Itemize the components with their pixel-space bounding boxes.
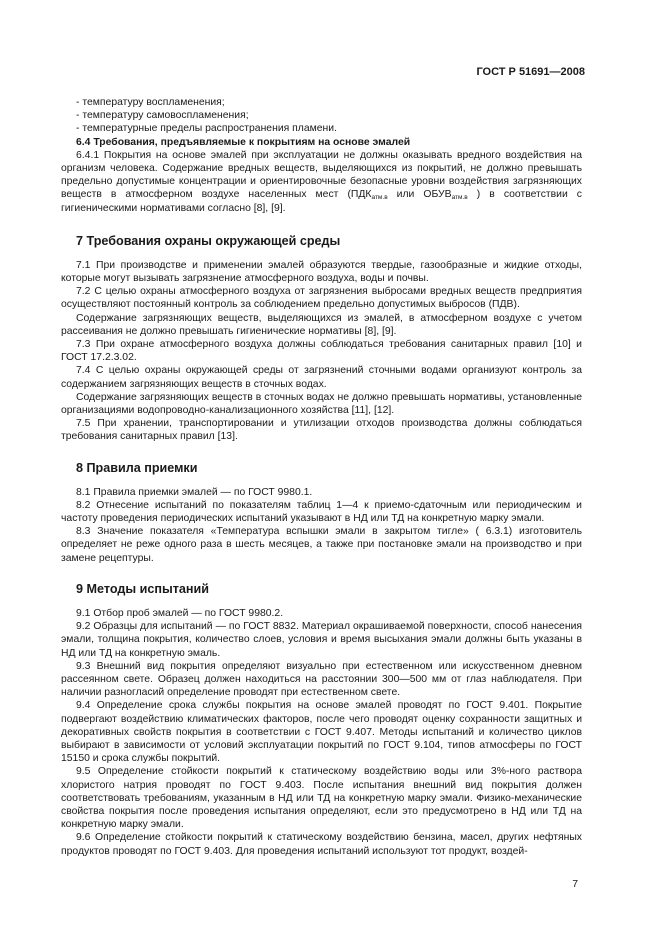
subscript: атм.в bbox=[371, 194, 388, 202]
section-title-9: 9 Методы испытаний bbox=[76, 581, 209, 596]
paragraph: 9.1 Отбор проб эмалей — по ГОСТ 9980.2. bbox=[76, 607, 284, 619]
paragraph: Содержание загрязняющих веществ, выделяющихся из эмалей, в атмосферном воздухе с учетом рассеивания не должно превышать гигиенические нормативы [8], [9]. bbox=[61, 312, 582, 337]
paragraph: 7.2 С целью охраны атмосферного воздуха от загрязнения выбросами вредных веществ предприятия осуществляют постоянный контроль за соблюдением предельно допустимых выбросов (ПДВ). bbox=[61, 286, 582, 311]
text-span: или ОБУВ bbox=[387, 189, 452, 201]
section-title-7: 7 Требования охраны окружающей среды bbox=[76, 233, 341, 248]
standard-code-header: ГОСТ Р 51691—2008 bbox=[476, 66, 585, 78]
list-item: - температурные пределы распространения пламени. bbox=[76, 123, 337, 135]
paragraph: 7.5 При хранении, транспортировании и утилизации отходов производства должны соблюдаться требования санитарных правил [13]. bbox=[61, 418, 582, 443]
paragraph: 7.4 С целью охраны окружающей среды от загрязнений сточными водами организуют контроль за содержанием загрязняющих веществ в сточных водах. bbox=[61, 365, 582, 390]
subsection-title-6-4: 6.4 Требования, предъявляемые к покрытиям на основе эмалей bbox=[76, 136, 411, 148]
paragraph: 9.4 Определение срока службы покрытия на основе эмалей проводят по ГОСТ 9.401. Покрытие подвергают воздействию климатических факторов, после чего проводят оценку сохранности защитных и декоративных свойств покрытия в соответствии с ГОСТ 9.407. Методы испытаний и количество циклов выбирают в зависимости от условий эксплуатации покрытий по ГОСТ 9.104, типов атмосферы по ГОСТ 15150 и срока службы покрытий. bbox=[61, 700, 582, 765]
paragraph: 9.2 Образцы для испытаний — по ГОСТ 8832. Материал окрашиваемой поверхности, способ нанесения эмали, толщина покрытия, количество слоев, условия и время высыхания эмали должны быть указаны в НД или ТД на конкретную эмаль. bbox=[61, 621, 582, 659]
paragraph: Содержание загрязняющих веществ в сточных водах не должно превышать нормативы, установленные организациями водопроводно-канализационного хозяйства [11], [12]. bbox=[61, 391, 582, 417]
text-span: ) в соответствии с гигиеническими нормативами согласно [8], [9]. bbox=[61, 189, 582, 214]
ignition-list bbox=[61, 96, 582, 136]
page-content bbox=[61, 96, 582, 858]
paragraph: 9.5 Определение стойкости покрытий к статическому воздействию воды или 3%-ного раствора хлористого натрия проводят по ГОСТ 9.403. После испытания внешний вид покрытия должен соответствовать требованиям, указанным в НД или ТД на конкретную марку эмали. Физико-механические свойства покрытия после проведения испытания определяют, если это предусмотрено в НД или ТД на конкретную марку эмали. bbox=[61, 766, 582, 831]
paragraph-6-4-1 bbox=[61, 149, 582, 215]
list-item: - температуру воспламенения; bbox=[76, 97, 225, 108]
paragraph: 8.1 Правила приемки эмалей — по ГОСТ 9980.1. bbox=[76, 486, 313, 498]
paragraph: 8.3 Значение показателя «Температура вспышки эмали в закрытом тигле» ( 6.3.1) изготовитель определяет не реже одного раза в шесть месяцев, а также при постановке эмали на производство и при замене рецептуры. bbox=[61, 526, 582, 564]
page-number: 7 bbox=[572, 879, 578, 890]
list-item: - температуру самовоспламенения; bbox=[76, 110, 249, 122]
text-span: 6.4.1 Покрытия на основе эмалей при эксплуатации не должны оказывать вредного воздействия на организм человека. Содержание вредных веществ, выделяющихся из покрытий, не должно превышать предельно допустимые концентрации и ориентировочные безопасные уровни воздействия загрязняющих веществ в атмосферном воздухе населенных мест (ПДК bbox=[61, 149, 582, 201]
subscript: атм.в bbox=[451, 194, 468, 202]
paragraph: 7.1 При производстве и применении эмалей образуются твердые, газообразные и жидкие отходы, которые могут вызывать загрязнение атмосферного воздуха, воды и почвы. bbox=[61, 259, 582, 285]
paragraph: 9.3 Внешний вид покрытия определяют визуально при естественном или искусственном дневном рассеянном свете. Образец должен находиться на расстоянии 300—500 мм от глаз наблюдателя. При наличии разногласий определение проводят при естественном свете. bbox=[61, 660, 582, 699]
paragraph: 9.6 Определение стойкости покрытий к статическому воздействию бензина, масел, других нефтяных продуктов проводят по ГОСТ 9.403. Для проведения испытаний используют тот продукт, воздей- bbox=[61, 832, 582, 857]
section-title-8: 8 Правила приемки bbox=[76, 460, 198, 475]
paragraph: 7.3 При охране атмосферного воздуха должны соблюдаться требования санитарных правил [10] и ГОСТ 17.2.3.02. bbox=[61, 339, 582, 364]
paragraph: 8.2 Отнесение испытаний по показателям таблиц 1—4 к приемо-сдаточным или периодическим и частоту проведения периодических испытаний указывают в НД или ТД на конкретную марку эмали. bbox=[61, 499, 582, 525]
